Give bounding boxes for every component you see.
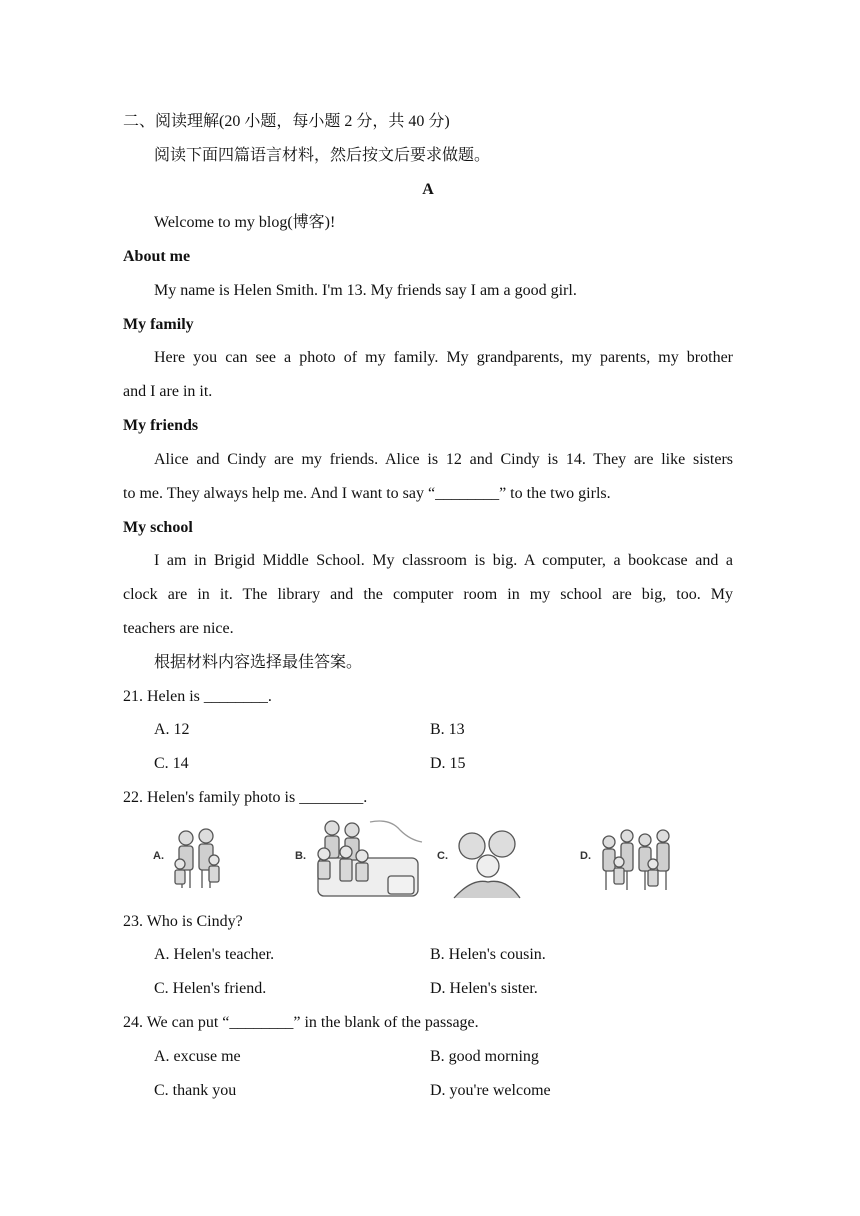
section-instruction: 阅读下面四篇语言材料，然后按文后要求做题。 bbox=[154, 147, 491, 164]
question-24-option-d: D. you're welcome bbox=[430, 1082, 551, 1099]
friends-text-line: to me. They always help me. And I want to say “________” to the two girls. bbox=[123, 485, 611, 502]
question-24-option-c: C. thank you bbox=[154, 1082, 237, 1099]
about-text: My name is Helen Smith. I'm 13. My friends say I am a good girl. bbox=[154, 282, 577, 299]
question-21-option-a: A. 12 bbox=[154, 721, 190, 738]
question-23-option-b: B. Helen's cousin. bbox=[430, 946, 546, 963]
school-text-line: I am in Brigid Middle School. My classroom is big. A computer, a bookcase and a bbox=[154, 552, 733, 569]
section-heading: 二、阅读理解(20 小题，每小题 2 分，共 40 分) bbox=[123, 113, 450, 130]
question-23-option-a: A. Helen's teacher. bbox=[154, 946, 275, 963]
about-title: About me bbox=[123, 248, 191, 265]
task-instruction: 根据材料内容选择最佳答案。 bbox=[154, 654, 363, 671]
passage-label: A bbox=[422, 181, 434, 198]
question-23-option-c: C. Helen's friend. bbox=[154, 980, 267, 997]
picture-label-c: C. bbox=[437, 850, 448, 862]
question-21-option-b: B. 13 bbox=[430, 721, 465, 738]
picture-label-d: D. bbox=[580, 850, 591, 862]
family-text-line: Here you can see a photo of my family. My grandparents, my parents, my brother bbox=[154, 349, 733, 366]
picture-label-b: B. bbox=[295, 850, 306, 862]
family-photo-d bbox=[597, 818, 675, 900]
family-photo-c bbox=[450, 818, 522, 900]
friends-title: My friends bbox=[123, 417, 199, 434]
question-24-option-b: B. good morning bbox=[430, 1048, 539, 1065]
question-22-stem: 22. Helen's family photo is ________. bbox=[123, 789, 368, 806]
school-text-line: clock are in it. The library and the computer room in my school are big, too. My bbox=[123, 586, 733, 603]
question-24-option-a: A. excuse me bbox=[154, 1048, 241, 1065]
blog-welcome: Welcome to my blog(博客)! bbox=[154, 214, 336, 231]
picture-label-a: A. bbox=[153, 850, 164, 862]
question-21-option-c: C. 14 bbox=[154, 755, 189, 772]
family-title: My family bbox=[123, 316, 194, 333]
question-24-stem: 24. We can put “________” in the blank of the passage. bbox=[123, 1014, 479, 1031]
school-title: My school bbox=[123, 519, 193, 536]
family-photo-a bbox=[168, 818, 230, 900]
question-23-stem: 23. Who is Cindy? bbox=[123, 913, 243, 930]
friends-text-line: Alice and Cindy are my friends. Alice is 12 and Cindy is 14. They are like sisters bbox=[154, 451, 733, 468]
question-22-pictures bbox=[150, 818, 690, 900]
family-text-line: and I are in it. bbox=[123, 383, 213, 400]
question-21-stem: 21. Helen is ________. bbox=[123, 688, 272, 705]
family-photo-b bbox=[310, 818, 425, 900]
school-text-line: teachers are nice. bbox=[123, 620, 234, 637]
question-23-option-d: D. Helen's sister. bbox=[430, 980, 538, 997]
question-21-option-d: D. 15 bbox=[430, 755, 466, 772]
